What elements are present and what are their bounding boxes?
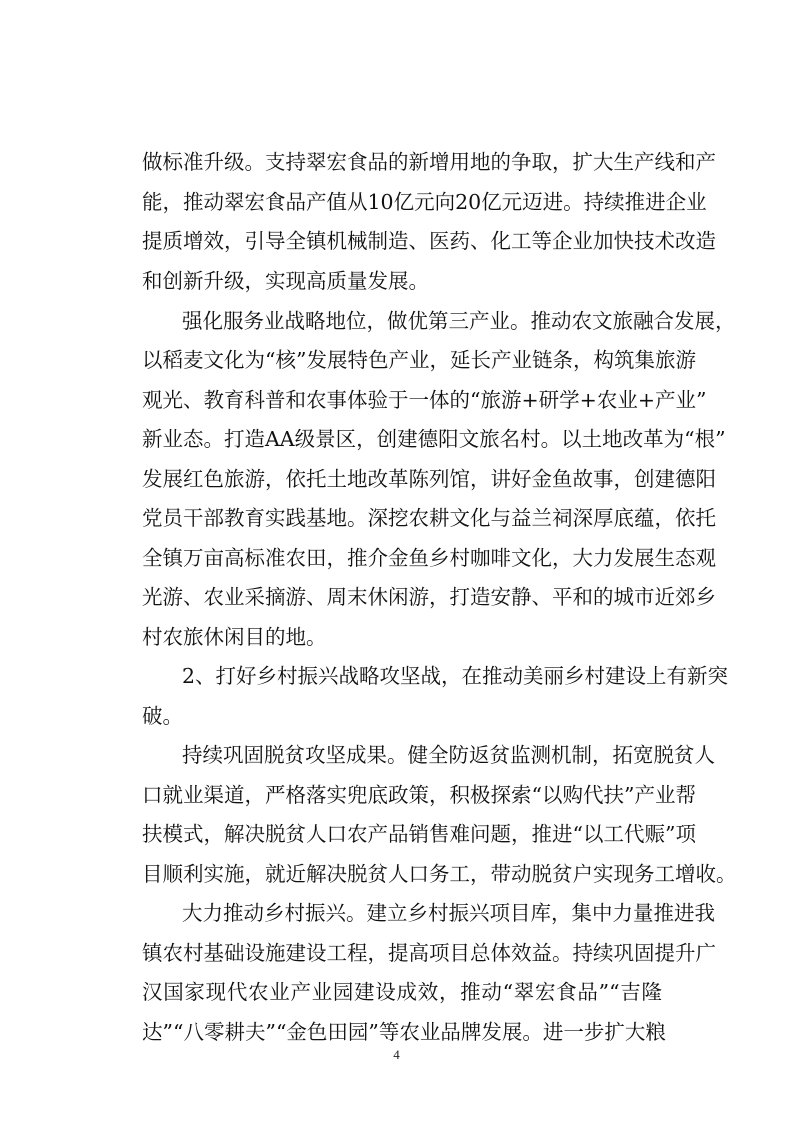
body-text-line: 达”“八零耕夫”“金色田园”等农业品牌发展。进一步扩大粮: [142, 1020, 666, 1044]
body-text-line: 全镇万亩高标准农田，推介金鱼乡村咖啡文化，大力发展生态观: [142, 546, 716, 570]
body-text-line: 目顺利实施，就近解决脱贫人口务工，带动脱贫户实现务工增收。: [142, 862, 737, 886]
page-number: 4: [393, 1047, 400, 1062]
body-text-line: 村农旅休闲目的地。: [142, 625, 327, 649]
body-text-line: 新业态。打造AA级景区，创建德阳文旅名村。以土地改革为“根”: [142, 427, 726, 451]
body-text-line: 党员干部教育实践基地。深挖农耕文化与益兰祠深厚底蕴，依托: [142, 506, 716, 530]
body-text-line: 镇农村基础设施建设工程，提高项目总体效益。持续巩固提升广: [142, 941, 716, 965]
body-text-line: 发展红色旅游，依托土地改革陈列馆，讲好金鱼故事，创建德阳: [142, 467, 716, 491]
body-text-line: 口就业渠道，严格落实兜底政策，积极探索“以购代扶”产业帮: [142, 783, 696, 807]
body-text-line: 光游、农业采摘游、周末休闲游，打造安静、平和的城市近郊乡: [142, 585, 716, 609]
body-text-line: 提质增效，引导全镇机械制造、医药、化工等企业加快技术改造: [142, 229, 716, 253]
body-text-line: 能，推动翠宏食品产值从10亿元向20亿元迈进。持续推进企业: [142, 190, 707, 214]
body-text-line: 和创新升级，实现高质量发展。: [142, 269, 429, 293]
body-text-line: 以稻麦文化为“核”发展特色产业，延长产业链条，构筑集旅游: [142, 348, 696, 372]
paragraph-first-line: 持续巩固脱贫攻坚成果。健全防返贫监测机制，拓宽脱贫人: [182, 743, 715, 767]
body-text-line: 观光、教育科普和农事体验于一体的“旅游+研学+农业+产业”: [142, 388, 707, 412]
section-heading-line: 2、打好乡村振兴战略攻坚战，在推动美丽乡村建设上有新突: [182, 664, 729, 688]
paragraph-first-line: 强化服务业战略地位，做优第三产业。推动农文旅融合发展，: [182, 309, 736, 333]
section-heading-line: 破。: [142, 704, 183, 728]
body-text-line: 做标准升级。支持翠宏食品的新增用地的争取，扩大生产线和产: [142, 150, 716, 174]
body-text-line: 扶模式，解决脱贫人口农产品销售难问题，推进“以工代赈”项: [142, 822, 696, 846]
body-text-line: 汉国家现代农业产业园建设成效，推动“翠宏食品”“吉隆: [142, 980, 662, 1004]
paragraph-first-line: 大力推动乡村振兴。建立乡村振兴项目库，集中力量推进我: [182, 901, 715, 925]
